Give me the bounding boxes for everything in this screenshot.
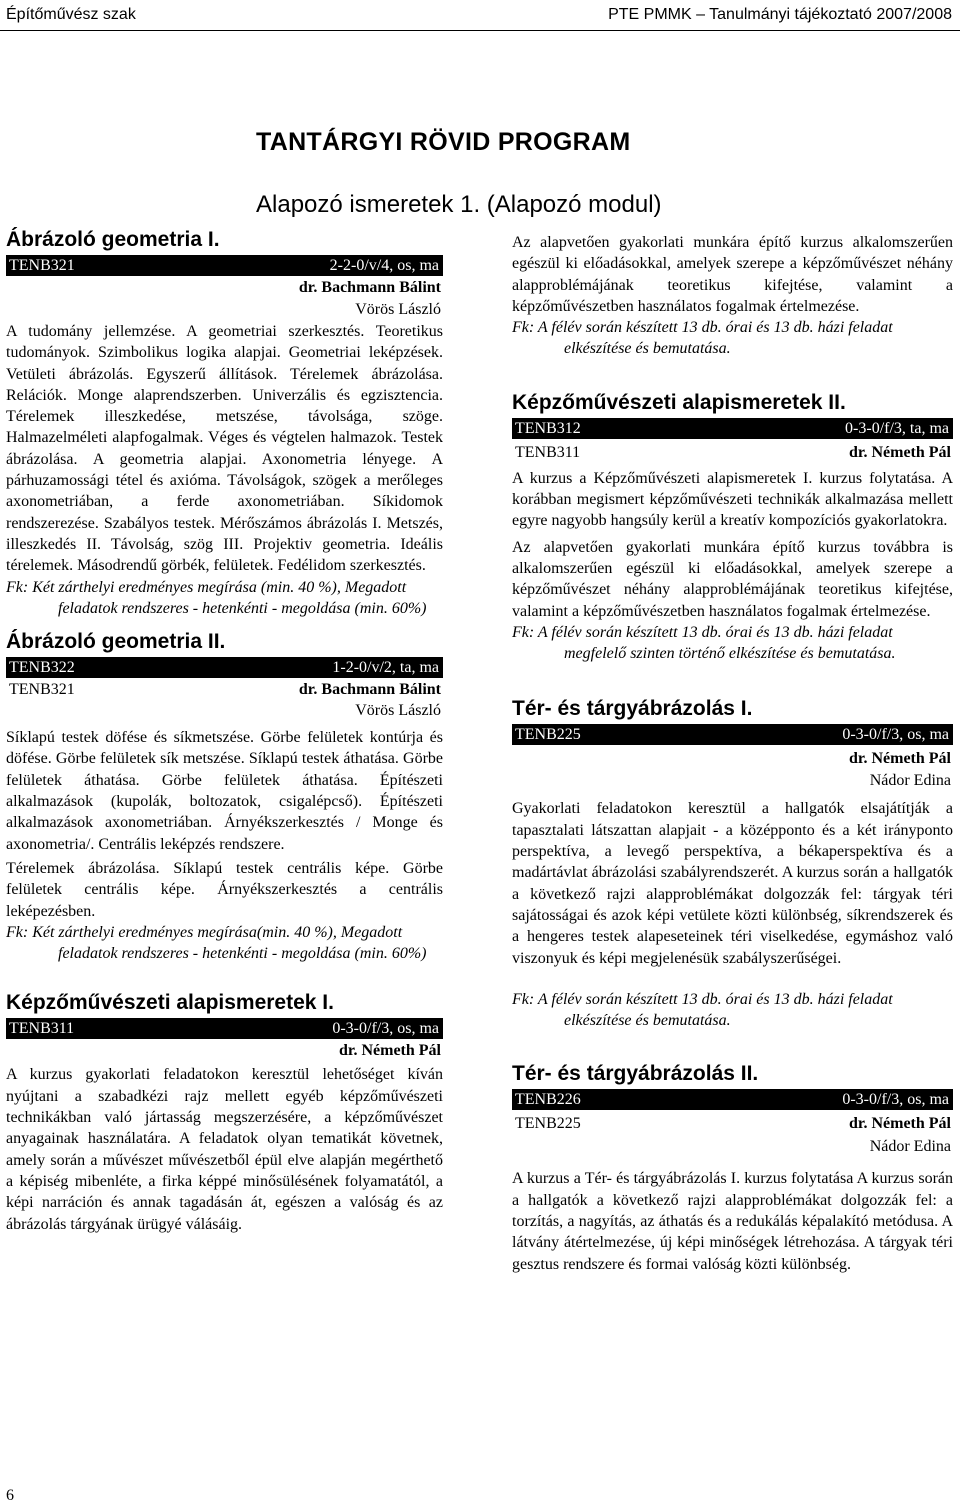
course-code: TENB226 (515, 1091, 581, 1109)
course-description: A kurzus a Tér- és tárgyábrázolás I. kurzus folytatása A kurzus során a hallgatók a következő rajzi alapproblémákat dolgozzák fel: a torzítás, a nagyítás, az áthatás és a redukálás képalakító metódusa. A látvány átértelmezése, új képi minőségek létrehozása. A tárgyak téri gesztus rendszere és formai valóság közti különbség. (512, 1170, 953, 1273)
course-code: TENB225 (515, 726, 581, 744)
course-teacher: dr. Bachmann Bálint (298, 279, 441, 296)
course-prereq-row (6, 679, 443, 700)
course-prereq-row (512, 442, 953, 463)
course-description: A kurzus gyakorlati feladatokon keresztül lehetőséget kíván nyújtani a szabadkézi rajz mellett egyéb képzőművészeti technikákban való jártasság megszerzésére, a képzőművészet anyagainak használatára. A feladatok olyan tematikát követnek, amely során a művészet művészetből épül elve alapján megérthető a képiség mibenléte, a firka képpé minősülésének folyamatától, a képi narráción és annak tagadásán át, egészen a valóság és az ábrázolás tárgyának ürügyé válásáig. (6, 1066, 443, 1233)
course-description: A tudomány jellemzése. A geometriai szerkesztés. Teoretikus tudományok. Szimbolikus logika alapjai. Geometriai leképzések. Vetületi ábrázolás. Egyszerű állítások. Térelemek ábrázolása. Relációk. Monge alaprendszerben. Univerzális és egzisztencia. Térelemek illeszkedése, metszése, távolsága, szöge. Halmazelméleti alapfogalmak. Véges és végtelen halmazok. Testek ábrázolása. A geometria alapjai. Axonometria lényege. A párhuzamossági tétel és axióma. Távolságok, szögek a merőleges axonometriában, a ferde axonometriában. Síkidomok rendszerezése. Szabályos testek. Mérőszámos ábrázolás I. Metszés, illeszkedés II. Távolság, szög III. Projektiv geometria. Ideális térelemek. Másodrendű görbék, felületek. Fedélidom szerkesztés. (6, 323, 443, 575)
course-credits: 1-2-0/v/2, ta, ma (332, 659, 439, 677)
course-requirement: Fk: A félév során készített 13 db. órai és 13 db. házi feladat elkészítése és bemutatása. (512, 990, 893, 1030)
course-prerequisite: TENB225 (515, 1115, 581, 1133)
course-ter-targyabrazolas-2 (512, 1061, 953, 1274)
course-description: Síklapú testek döfése és síkmetszése. Görbe felületek kontúrja és döfése. Görbe felületek sík metszése. Síklapú testek áthatása. Görbe felületek áthatása. Görbe felületek áthatása. Építészeti alkalmazások (kupolák, boltozatok, csigalépcső). Építészeti alkalmazások axonometriában. Árnyékszerkesztés / Monge és axonometria/. Centrális leképzés rendszere. (6, 729, 443, 853)
course-credits: 0-3-0/f/3, ta, ma (845, 419, 949, 437)
course-description-2: Az alapvetően gyakorlati munkára építő kurzus továbbra is alkalomszerűen egészül ki előadásokkal, amelyek szerepe a képzőművészet néhány alapproblémájának teoretikus kifejtése, valamint a képzőművészetben használatos fogalmak értelmezése. (512, 538, 953, 620)
course-code-bar (512, 418, 953, 439)
course-code: TENB321 (9, 257, 75, 274)
course-abrazolo-geometria-1 (6, 227, 443, 619)
course-description-continued: Az alapvetően gyakorlati munkára építő kurzus alkalomszerűen egészül ki előadásokkal, amelyek szerepe a képzőművészet néhány alapproblémájának teoretikus kifejtése, valamint a képzőművészetben használatos fogalmak értelmezése. (512, 234, 953, 315)
right-column (512, 232, 953, 1275)
course-description-2: Térelemek ábrázolása. Síklapú testek centrális képe. Görbe felületek centrális képe. Árnyékszerkesztés a centrális leképezésben. (6, 859, 443, 920)
course-credits: 0-3-0/f/3, os, ma (842, 726, 949, 744)
page-header (0, 0, 960, 31)
course-requirement: Fk: Két zárthelyi eredményes megírása (min. 40 %), Megadott feladatok rendszeres - hetenkénti - megoldása (min. 60%) (6, 578, 427, 617)
course-name: Tér- és tárgyábrázolás I. (512, 697, 753, 721)
course-teacher-2: Nádor Edina (869, 772, 951, 790)
course-kepzomuveszeti-2 (512, 390, 953, 665)
course-prerequisite: TENB311 (515, 443, 581, 461)
page-subtitle: Alapozó ismeretek 1. (Alapozó modul) (256, 191, 662, 218)
course-description: Gyakorlati feladatokon keresztül a hallgatók elsajátítják a tapasztalati látszattan alapjait - a középponto és a két irányponto perspektíva, a levegő perspektíva, a békaperspektíva és a madártávlat ábrázolási szabályrendszerét. A kurzus során a hallgatók a következő rajzi alapproblémákat dolgozzák fel: tárgyak téri sajátosságai és azok képi vetülete közti különbség, síkrendszerek és a hengeres testek alapeseteinek téri viselkedése, egymáshoz való viszonyuk és képi megjelenésük szabályszerűségei. (512, 800, 953, 967)
course-teacher-2: Nádor Edina (869, 1138, 951, 1156)
course-credits: 0-3-0/f/3, os, ma (332, 1020, 439, 1038)
page-number: 6 (6, 1487, 14, 1504)
course-code: TENB312 (515, 419, 581, 437)
left-column (6, 227, 443, 1235)
course-description: A kurzus a Képzőművészeti alapismeretek I. kurzus folytatása. A korábban megismert képzőművészeti technikák alkalmazása mellett egyre nagyobb hangsúly kerül a kreatív kompozíciós gyakorlatokra. (512, 469, 953, 530)
course-code-bar (6, 255, 443, 276)
course-code-bar (512, 724, 953, 745)
course-teacher-2: Vörös László (355, 702, 441, 720)
course-requirement: Fk: A félév során készített 13 db. órai és 13 db. házi feladat megfelelő szinten történő elkészítése és bemutatása. (512, 623, 896, 663)
page-title: TANTÁRGYI RÖVID PROGRAM (256, 128, 631, 156)
header-left: Építőművész szak (6, 6, 136, 23)
course-code-bar (512, 1089, 953, 1110)
course-teacher: dr. Németh Pál (848, 750, 951, 768)
header-right: PTE PMMK – Tanulmányi tájékoztató 2007/2008 (608, 6, 952, 23)
course-name: Tér- és tárgyábrázolás II. (512, 1062, 759, 1086)
course-credits: 0-3-0/f/3, os, ma (842, 1091, 949, 1109)
course-code: TENB311 (9, 1020, 75, 1038)
course-requirement: Fk: Két zárthelyi eredményes megírása(min. 40 %), Megadott feladatok rendszeres - hetenkénti - megoldása (min. 60%) (6, 923, 427, 963)
course-credits: 2-2-0/v/4, os, ma (329, 257, 439, 274)
course-code-bar (6, 1018, 443, 1039)
course-teacher: dr. Németh Pál (848, 443, 951, 461)
course-name: Képzőművészeti alapismeretek II. (512, 390, 846, 414)
course-name: Ábrázoló geometria II. (6, 630, 226, 654)
course-teacher-2: Vörös László (355, 301, 441, 318)
course-ter-targyabrazolas-1 (512, 696, 953, 1031)
course-code-bar (6, 657, 443, 678)
course-requirement: Fk: A félév során készített 13 db. órai és 13 db. házi feladat elkészítése és bemutatása. (512, 319, 893, 358)
course-teacher: dr. Németh Pál (848, 1115, 951, 1133)
course-name: Képzőművészeti alapismeretek I. (6, 991, 334, 1015)
course-kepzomuveszeti-1 (6, 990, 443, 1234)
course-code: TENB322 (9, 659, 75, 677)
course-teacher: dr. Bachmann Bálint (298, 681, 441, 699)
course-name: Ábrázoló geometria I. (6, 228, 220, 251)
course-prereq-row (512, 1113, 953, 1134)
course-abrazolo-geometria-2 (6, 629, 443, 964)
course-prerequisite: TENB321 (9, 681, 75, 699)
course-teacher: dr. Németh Pál (338, 1042, 441, 1060)
